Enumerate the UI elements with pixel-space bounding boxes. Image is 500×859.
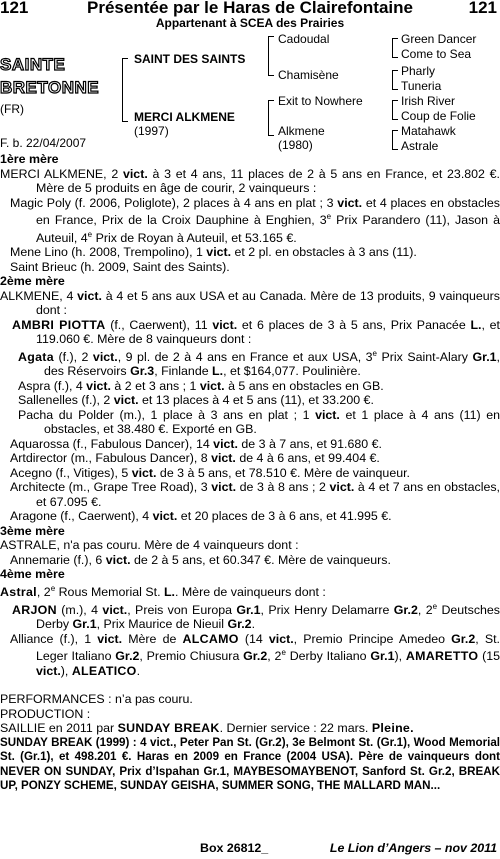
ancestor-dsd: Coup de Folie bbox=[401, 109, 476, 123]
produce-architecte: Architecte (m., Grape Tree Road), 3 vict. de 3 à 8 ans ; 2 vict. à 4 et 7 ans en obstacles, et 67.095 €. bbox=[10, 480, 500, 509]
pedigree-bracket bbox=[122, 58, 128, 122]
produce-annemarie: Annemarie (f.), 6 vict. de 2 à 5 ans, et 60.347 €. Mère de vainqueurs. bbox=[10, 552, 391, 567]
produce-artdirector: Artdirector (m., Fabulous Dancer), 8 vict. de 4 à 6 ans, et 99.404 €. bbox=[10, 451, 380, 466]
stallion-description: SUNDAY BREAK (1999) : 4 vict., Peter Pan St. (Gr.2), 3e Belmont St. (Gr.1), Wood Memorial St. (Gr.1), et 498.201 €. Haras en 2009 en France (2004 USA). Père de vainqueurs dont NEVER ON SUNDAY, Prix d’Ispahan Gr.1, MAYBESOMAYBENOT, Sanford St. Gr.2, BREAK UP, PONZY SCHEME, SUNDAY GEISHA, SUMMER SONG, THE MALLARD MAN... bbox=[0, 735, 500, 793]
lot-number-left: 121 bbox=[0, 0, 29, 17]
pedigree-bracket bbox=[392, 100, 398, 120]
produce-pacha-du-polder: Pacha du Polder (m.), 1 place à 3 ans en plat ; 1 vict. et 1 place à 4 ans (11) en obstacles, et 38.480 €. Exporté en GB. bbox=[18, 407, 500, 437]
pedigree-bracket bbox=[268, 100, 274, 136]
produce-saint-brieuc: Saint Brieuc (h. 2009, Saint des Saints). bbox=[10, 259, 230, 274]
performances-line: PERFORMANCES : n’a pas couru. bbox=[0, 692, 193, 707]
dam-dam-year: (1980) bbox=[278, 138, 313, 152]
produce-aspra: Aspra (f.), 4 vict. à 2 et 3 ans ; 1 vict. à 5 ans en obstacles en GB. bbox=[18, 378, 384, 393]
first-dam-intro: MERCI ALKMENE, 2 vict. à 3 et 4 ans, 11 places de 2 à 5 ans en France, et 23.802 €. Mère de 5 produits en âge de courir, 2 vainqueurs : bbox=[0, 166, 500, 195]
ancestor-sss: Green Dancer bbox=[401, 32, 477, 46]
horse-name-line1: SAINTE bbox=[0, 55, 66, 74]
produce-ambri-piotta: AMBRI PIOTTA (f., Caerwent), 11 vict. et 6 places de 3 à 5 ans, Prix Panacée L., et 119.060 €. Mère de 8 vainqueurs dont : bbox=[12, 317, 500, 347]
produce-mene-lino: Mene Lino (h. 2008, Trempolino), 1 vict. et 2 pl. en obstacles à 3 ans (11). bbox=[10, 245, 417, 260]
lot-number-right: 121 bbox=[468, 0, 497, 17]
production-line: PRODUCTION : bbox=[0, 706, 91, 721]
produce-arjon: ARJON (m.), 4 vict., Preis von Europa Gr.1, Prix Henry Delamarre Gr.2, 2e Deutsches Derby Gr.1, Prix Maurice de Nieuil Gr.2. bbox=[12, 601, 500, 632]
header-title: Présentée par le Haras de Clairefontaine bbox=[87, 0, 413, 17]
dam-sire: Exit to Nowhere bbox=[278, 94, 363, 108]
sire-dam: Chamisène bbox=[278, 68, 339, 82]
section-third-dam: 3ème mère bbox=[0, 523, 65, 538]
third-dam-intro: ASTRALE, n'a pas couru. Mère de 4 vainqueurs dont : bbox=[0, 538, 299, 553]
dam-name: MERCI ALKMENE bbox=[134, 110, 235, 124]
box-number: Box 26812_ bbox=[200, 841, 269, 855]
catalog-body bbox=[0, 152, 500, 794]
ancestor-ssd: Come to Sea bbox=[401, 47, 472, 61]
ancestor-sds: Pharly bbox=[401, 64, 436, 78]
fourth-dam-intro: Astral, 2e Rous Memorial St. L.. Mère de vainqueurs dont : bbox=[0, 583, 326, 599]
ancestor-dds: Matahawk bbox=[401, 124, 456, 138]
produce-sallenelles: Sallenelles (f.), 2 vict. et 13 places à 4 et 5 ans (11), et 33.200 €. bbox=[18, 393, 374, 408]
section-fourth-dam: 4ème mère bbox=[0, 567, 65, 582]
ancestor-dss: Irish River bbox=[401, 94, 456, 108]
owner-line: Appartenant à SCEA des Prairies bbox=[155, 16, 345, 30]
horse-name-line2: BRETONNE bbox=[0, 78, 100, 97]
pedigree-bracket bbox=[392, 38, 398, 58]
ancestor-ddd: Astrale bbox=[401, 139, 439, 153]
horse-birth: F. b. 22/04/2007 bbox=[0, 136, 87, 150]
horse-origin: (FR) bbox=[0, 102, 24, 116]
produce-aragone: Aragone (f., Caerwent), 4 vict. et 20 places de 3 à 6 ans, et 41.995 €. bbox=[10, 509, 392, 524]
ancestor-sdd: Tuneria bbox=[401, 79, 442, 93]
produce-agata: Agata (f.), 2 vict., 9 pl. de 2 à 4 ans en France et aux USA, 3e Prix Saint-Alary Gr.1, des Réservoirs Gr.3, Finlande L., et $164,077. Poulinière. bbox=[18, 348, 500, 379]
produce-aquarossa: Aquarossa (f., Fabulous Dancer), 14 vict. de 3 à 7 ans, et 91.680 €. bbox=[10, 436, 382, 451]
sale-location: Le Lion d’Angers – nov 2011 bbox=[329, 841, 497, 855]
dam-dam: Alkmene bbox=[278, 124, 325, 138]
pedigree-bracket bbox=[392, 130, 398, 150]
section-second-dam: 2ème mère bbox=[0, 274, 65, 289]
saillie-line: SAILLIE en 2011 par SUNDAY BREAK. Dernier service : 22 mars. Pleine. bbox=[0, 721, 414, 736]
produce-alliance: Alliance (f.), 1 vict. Mère de ALCAMO (14 vict., Premio Principe Amedeo Gr.2, St. Leger Italiano Gr.2, Premio Chiusura Gr.2, 2e Derby Italiano Gr.1), AMARETTO (15 vict.), ALEATICO. bbox=[10, 631, 500, 678]
sire-name: SAINT DES SAINTS bbox=[134, 52, 246, 66]
pedigree-bracket bbox=[392, 70, 398, 90]
produce-magic-poly: Magic Poly (f. 2006, Poliglote), 2 places à 4 ans en plat ; 3 vict. et 4 places en obstacles en France, Prix de la Croix Dauphine à Enghien, 3e Prix Parandero (11), Jason à Auteuil, 4e Prix de Royan à Auteuil, et 53.165 €. bbox=[10, 195, 500, 245]
dam-year: (1997) bbox=[134, 124, 169, 138]
sire-sire: Cadoudal bbox=[278, 32, 330, 46]
second-dam-intro: ALKMENE, 4 vict. à 4 et 5 ans aux USA et au Canada. Mère de 13 produits, 9 vainqueurs dont : bbox=[0, 288, 500, 318]
section-first-dam: 1ère mère bbox=[0, 152, 59, 166]
pedigree-bracket bbox=[268, 36, 274, 76]
produce-acegno: Acegno (f., Vitiges), 5 vict. de 3 à 5 ans, et 78.510 €. Mère de vainqueur. bbox=[10, 465, 410, 480]
